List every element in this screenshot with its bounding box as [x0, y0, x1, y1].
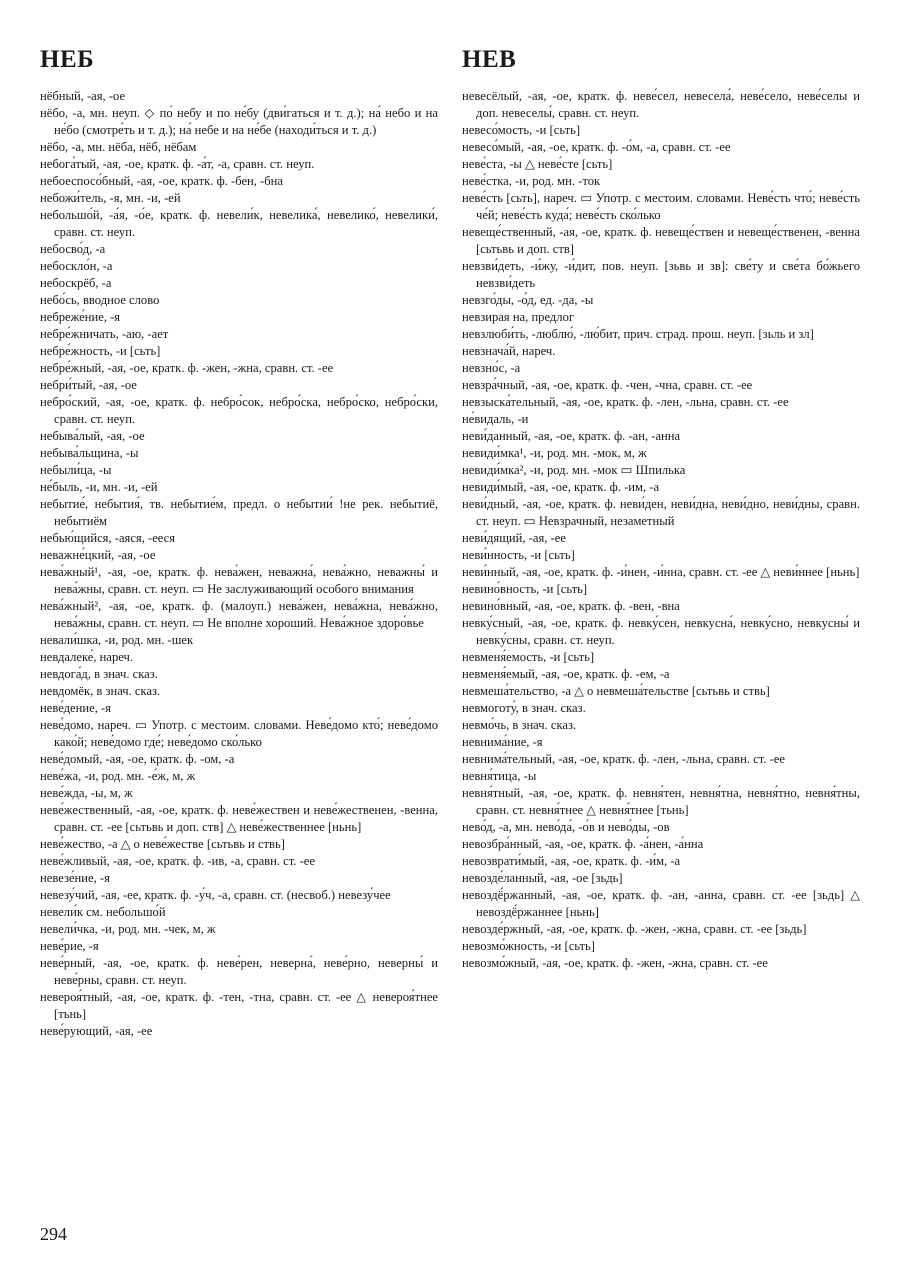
- dictionary-entry: небреже́ние, -я: [40, 310, 121, 324]
- dictionary-entry: невзирая на, предлог: [462, 310, 575, 324]
- dictionary-entry: невку́сный, -ая, -ое, кратк. ф. невку́сен, невкусна́, невку́сно, невкусны́ и невку́сны, сравн. ст. неуп.: [462, 616, 860, 647]
- dictionary-entry: неве́рующий, -ая, -ее: [40, 1024, 153, 1038]
- dictionary-entry: небыва́льщина, -ы: [40, 446, 139, 460]
- dictionary-entry: невменя́емый, -ая, -ое, кратк. ф. -ем, -а: [462, 667, 670, 681]
- dictionary-entry: невня́тный, -ая, -ое, кратк. ф. невня́тен, невня́тна, невня́тно, невня́тны, сравн. ст. невня́тнее △ невня́тнее [тьнь]: [462, 786, 860, 817]
- dictionary-entry: неве́рный, -ая, -ое, кратк. ф. неве́рен, неверна́, неве́рно, неверны́ и неве́рны, сравн. ст. неуп.: [40, 956, 438, 987]
- dictionary-entry: невмоготу́, в знач. сказ.: [462, 701, 586, 715]
- dictionary-entry: небри́тый, -ая, -ое: [40, 378, 137, 392]
- left-column: [40, 88, 438, 1040]
- dictionary-entry: невозврати́мый, -ая, -ое, кратк. ф. -и́м, -а: [462, 854, 681, 868]
- dictionary-entry: невозде́ланный, -ая, -ое [зьдь]: [462, 871, 623, 885]
- dictionary-entry: небытие́, небытия́, тв. небытие́м, предл. о небытии́ !не рек. небытиё, небытиём: [40, 497, 438, 528]
- left-guide-word: НЕБ: [40, 46, 95, 73]
- dictionary-entry: небре́жный, -ая, -ое, кратк. ф. -жен, -жна, сравн. ст. -ее: [40, 361, 334, 375]
- dictionary-entry: небыли́ца, -ы: [40, 463, 112, 477]
- dictionary-entry: невнима́тельный, -ая, -ое, кратк. ф. -лен, -льна, сравн. ст. -ее: [462, 752, 785, 766]
- dictionary-entry: невозбра́нный, -ая, -ое, кратк. ф. -а́нен, -а́нна: [462, 837, 704, 851]
- dictionary-entry: невня́тица, -ы: [462, 769, 537, 783]
- dictionary-entry: невели́к см. небольшо́й: [40, 905, 166, 919]
- dictionary-entry: невозмо́жность, -и [сьть]: [462, 939, 595, 953]
- dictionary-entry: неве́жественный, -ая, -ое, кратк. ф. неве́жествен и неве́жественен, -венна, сравн. ст. -ее [сьтьвь и доп. ств] △ неве́жественнее [ньнь]: [40, 803, 438, 834]
- dictionary-entry: небре́жность, -и [сьть]: [40, 344, 161, 358]
- dictionary-entry: невесёлый, -ая, -ое, кратк. ф. неве́сел, невесела́, неве́село, неве́селы и доп. невеселы́, сравн. ст. неуп.: [462, 89, 860, 120]
- dictionary-entry: невзно́с, -а: [462, 361, 521, 375]
- dictionary-entry: неве́стка, -и, род. мн. -ток: [462, 174, 601, 188]
- dictionary-entry: невероя́тный, -ая, -ое, кратк. ф. -тен, -тна, сравн. ст. -ее △ невероя́тнее [тьнь]: [40, 990, 438, 1021]
- dictionary-entry: невино́вность, -и [сьть]: [462, 582, 588, 596]
- dictionary-entry: невзнача́й, нареч.: [462, 344, 556, 358]
- dictionary-entry: невзыска́тельный, -ая, -ое, кратк. ф. -лен, -льна, сравн. ст. -ее: [462, 395, 789, 409]
- dictionary-entry: невзра́чный, -ая, -ое, кратк. ф. -чен, -чна, сравн. ст. -ее: [462, 378, 753, 392]
- dictionary-entry: неви́дный, -ая, -ое, кратк. ф. неви́ден, неви́дна, неви́дно, неви́дны, сравн. ст. неуп. ▭ Невзрачный, незаметный: [462, 497, 860, 528]
- dictionary-entry: не́видаль, -и: [462, 412, 529, 426]
- dictionary-entry: невезу́чий, -ая, -ее, кратк. ф. -у́ч, -а, сравн. ст. (несвоб.) невезу́чее: [40, 888, 391, 902]
- dictionary-entry: неве́жа, -и, род. мн. -е́ж, м, ж: [40, 769, 196, 783]
- dictionary-entry: небре́жничать, -аю, -ает: [40, 327, 169, 341]
- dictionary-entry: неве́рие, -я: [40, 939, 99, 953]
- dictionary-entry: неве́жда, -ы, м, ж: [40, 786, 133, 800]
- dictionary-entry: неви́дящий, -ая, -ее: [462, 531, 566, 545]
- dictionary-entry: невали́шка, -и, род. мн. -шек: [40, 633, 194, 647]
- dictionary-entry: неве́жество, -а △ о неве́жестве [сьтьвь и ствь]: [40, 837, 285, 851]
- dictionary-entry: небожи́тель, -я, мн. -и, -ей: [40, 191, 181, 205]
- dictionary-entry: невмо́чь, в знач. сказ.: [462, 718, 577, 732]
- dictionary-entry: нева́жный¹, -ая, -ое, кратк. ф. нева́жен, неважна́, нева́жно, неважны́ и нева́жны, сравн. ст. неуп. ▭ Не заслуживающий особого внимания: [40, 565, 438, 596]
- dictionary-entry: невезе́ние, -я: [40, 871, 110, 885]
- dictionary-entry: невоздё́ржанный, -ая, -ое, кратк. ф. -ан, -анна, сравн. ст. -ее [зьдь] △ невоздё́ржаннее [ньнь]: [462, 888, 860, 919]
- dictionary-entry: неви́данный, -ая, -ое, кратк. ф. -ан, -анна: [462, 429, 681, 443]
- dictionary-entry: невменя́емость, -и [сьть]: [462, 650, 595, 664]
- dictionary-entry: невдога́д, в знач. сказ.: [40, 667, 158, 681]
- dictionary-entry: небо́сь, вводное слово: [40, 293, 160, 307]
- dictionary-entry: невозмо́жный, -ая, -ое, кратк. ф. -жен, -жна, сравн. ст. -ее: [462, 956, 768, 970]
- dictionary-entry: неви́нность, -и [сьть]: [462, 548, 575, 562]
- dictionary-entry: небоскрёб, -а: [40, 276, 112, 290]
- dictionary-entry: невиди́мка¹, -и, род. мн. -мок, м, ж: [462, 446, 647, 460]
- dictionary-entry: невино́вный, -ая, -ое, кратк. ф. -вен, -вна: [462, 599, 680, 613]
- dictionary-entry: неве́домо, нареч. ▭ Употр. с местоим. словами. Неве́домо кто́; неве́домо како́й; неве́домо где́; неве́домо ско́лько: [40, 718, 438, 749]
- dictionary-entry: невеще́ственный, -ая, -ое, кратк. ф. невеще́ствен и невеще́ственен, -венна [сьтьвь и доп. ств]: [462, 225, 860, 256]
- dictionary-entry: невнима́ние, -я: [462, 735, 543, 749]
- dictionary-entry: невиди́мка², -и, род. мн. -мок ▭ Шпилька: [462, 463, 686, 477]
- dictionary-entry: неве́сть [сьть], нареч. ▭ Употр. с местоим. словами. Неве́сть что́; неве́сть че́й; неве́сть куда́; неве́сть ско́лько: [462, 191, 860, 222]
- dictionary-entry: неве́ста, -ы △ неве́сте [сьть]: [462, 157, 613, 171]
- dictionary-entry: неважне́цкий, -ая, -ое: [40, 548, 156, 562]
- dictionary-entry: нева́жный², -ая, -ое, кратк. ф. (малоуп.) нева́жен, нева́жна, нева́жно, нева́жны, сравн. ст. неуп. ▭ Не вполне хороший. Нева́жное здоро́вье: [40, 599, 438, 630]
- dictionary-entry: невзви́деть, -и́жу, -и́дит, пов. неуп. [зьвь и зв]: све́ту и све́та бо́жьего невзви́деть: [462, 259, 860, 290]
- dictionary-entry: невмеша́тельство, -а △ о невмеша́тельстве [сьтьвь и ствь]: [462, 684, 770, 698]
- dictionary-entry: неви́нный, -ая, -ое, кратк. ф. -и́нен, -и́нна, сравн. ст. -ее △ неви́ннее [ньнь]: [462, 565, 860, 579]
- dictionary-entry: нёбный, -ая, -ое: [40, 89, 126, 103]
- right-column: [462, 88, 860, 972]
- dictionary-entry: небоеспосо́бный, -ая, -ое, кратк. ф. -бен, -бна: [40, 174, 284, 188]
- dictionary-entry: небью́щийся, -аяся, -ееся: [40, 531, 176, 545]
- dictionary-entry: небосво́д, -а: [40, 242, 106, 256]
- dictionary-entry: небольшо́й, -а́я, -о́е, кратк. ф. невели́к, невелика́, невелико́, невелики́, сравн. ст. неуп.: [40, 208, 438, 239]
- dictionary-entry: небога́тый, -ая, -ое, кратк. ф. -а́т, -а, сравн. ст. неуп.: [40, 157, 315, 171]
- dictionary-entry: небро́ский, -ая, -ое, кратк. ф. небро́сок, небро́ска, небро́ско, небро́ски, сравн. ст. неуп.: [40, 395, 438, 426]
- dictionary-entry: невдомёк, в знач. сказ.: [40, 684, 161, 698]
- page-number: 294: [40, 1224, 67, 1244]
- dictionary-entry: невзлюби́ть, -люблю́, -лю́бит, прич. страд. прош. неуп. [зьль и зл]: [462, 327, 814, 341]
- dictionary-entry: небыва́лый, -ая, -ое: [40, 429, 145, 443]
- dictionary-entry: невесо́мость, -и [сьть]: [462, 123, 581, 137]
- dictionary-entry: неве́домый, -ая, -ое, кратк. ф. -ом, -а: [40, 752, 235, 766]
- dictionary-entry: невозде́ржный, -ая, -ое, кратк. ф. -жен, -жна, сравн. ст. -ее [зьдь]: [462, 922, 807, 936]
- dictionary-entry: неве́дение, -я: [40, 701, 111, 715]
- dictionary-entry: неве́жливый, -ая, -ое, кратк. ф. -ив, -а, сравн. ст. -ее: [40, 854, 315, 868]
- dictionary-entry: не́быль, -и, мн. -и, -ей: [40, 480, 158, 494]
- dictionary-entry: невзго́ды, -о́д, ед. -да, -ы: [462, 293, 594, 307]
- right-guide-word: НЕВ: [462, 46, 517, 73]
- dictionary-entry: невесо́мый, -ая, -ое, кратк. ф. -о́м, -а, сравн. ст. -ее: [462, 140, 731, 154]
- dictionary-entry: невиди́мый, -ая, -ое, кратк. ф. -им, -а: [462, 480, 660, 494]
- dictionary-entry: невели́чка, -и, род. мн. -чек, м, ж: [40, 922, 216, 936]
- dictionary-entry: нёбо, -а, мн. неуп. ◇ по́ небу и по не́бу (дви́гаться и т. д.); на́ небо и на не́бо (смотре́ть и т. д.); на́ небе и на не́бе (находи́ться и т. д.): [40, 106, 438, 137]
- dictionary-entry: нево́д, -а, мн. нево́да́, -о́в и нево́ды, -ов: [462, 820, 670, 834]
- dictionary-entry: невдалеке́, нареч.: [40, 650, 134, 664]
- dictionary-entry: нёбо, -а, мн. нёба, нёб, нёбам: [40, 140, 197, 154]
- dictionary-entry: небоскло́н, -а: [40, 259, 113, 273]
